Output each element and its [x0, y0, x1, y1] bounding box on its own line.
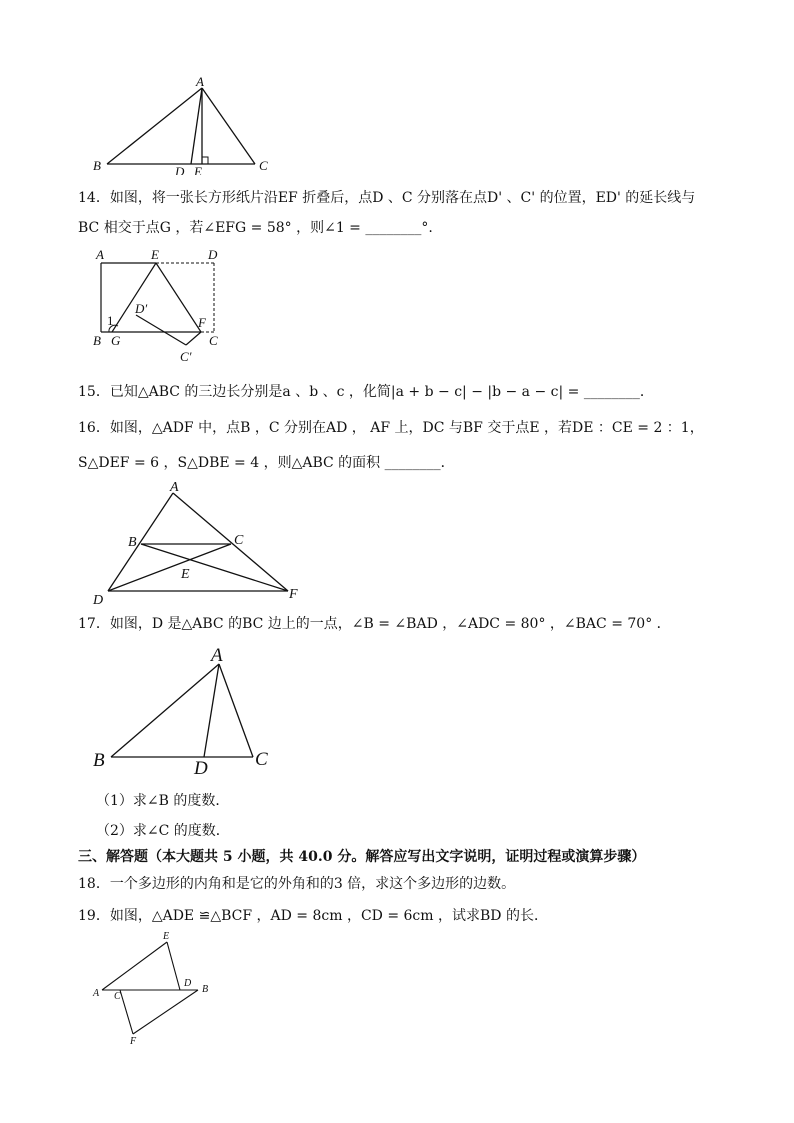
- figure-q14-folded-rectangle: [88, 245, 238, 365]
- figure-q16-triangle: [88, 478, 318, 608]
- q17-subquestion-2: （2）求∠C 的度数．: [96, 823, 230, 839]
- label-A: A: [196, 74, 204, 89]
- label-F: F: [289, 587, 298, 602]
- label-C: C: [234, 533, 244, 548]
- section-3-title: 三、解答题（本大题共 5 小题，共 40.0 分。解答应写出文字说明，证明过程或演算步骤）: [78, 849, 646, 865]
- q14-text-line1: 14．如图，将一张长方形纸片沿EF 折叠后，点D 、C 分别落在点D' 、C' 的位置，ED' 的延长线与: [78, 190, 696, 206]
- label-D-prime: D′: [135, 301, 148, 316]
- label-A: A: [96, 247, 104, 262]
- label-B: B: [93, 158, 101, 173]
- label-G: G: [111, 333, 121, 348]
- label-B: B: [202, 984, 209, 995]
- label-D: D: [208, 247, 218, 262]
- label-D: D: [194, 758, 208, 779]
- label-F: F: [130, 1036, 137, 1047]
- q16-text-line1: 16．如图，△ADF 中，点B ，C 分别在AD ， AF 上，DC 与BF 交于点E ，若DE ：CE = 2 ：1，: [78, 420, 704, 436]
- label-A: A: [93, 988, 100, 999]
- label-E: E: [163, 931, 170, 942]
- label-C: C: [209, 333, 218, 348]
- label-F: F: [198, 315, 206, 330]
- figure-q19-congruent-triangles: [88, 928, 228, 1048]
- label-C: C: [114, 991, 121, 1002]
- q15-text-line1: 15．已知△ABC 的三边长分别是a 、b 、c ，化简|a + b − c| − |b − a − c| = ________．: [78, 384, 654, 400]
- q17-text-line1: 17．如图，D 是△ABC 的BC 边上的一点，∠B = ∠BAD ，∠ADC = 80° ，∠BAC = 70° ．: [78, 616, 671, 632]
- label-D: D: [184, 978, 192, 989]
- q19-text-line1: 19．如图，△ADE ≌△BCF ，AD = 8cm ，CD = 6cm ，试求BD 的长．: [78, 908, 548, 924]
- label-E: E: [151, 247, 159, 262]
- label-C: C: [259, 158, 268, 173]
- label-E: E: [181, 567, 190, 582]
- label-C-prime: C′: [180, 349, 192, 364]
- q17-subquestion-1: （1）求∠B 的度数．: [96, 793, 230, 809]
- q14-text-line2: BC 相交于点G ，若∠EFG = 58° ，则∠1 = ________°.: [78, 220, 433, 236]
- label-D: D: [175, 164, 185, 175]
- label-C: C: [255, 749, 268, 770]
- label-angle-1: 1: [107, 313, 114, 328]
- label-B: B: [93, 333, 101, 348]
- figure-q17-triangle: [88, 640, 288, 780]
- label-B: B: [93, 750, 105, 771]
- label-B: B: [128, 535, 137, 550]
- q16-text-line2: S△DEF = 6 ，S△DBE = 4 ，则△ABC 的面积 ________．: [78, 455, 455, 471]
- label-A: A: [211, 645, 223, 666]
- figure-q13-triangle: [80, 70, 280, 175]
- label-E: E: [194, 164, 202, 175]
- q18-text-line1: 18．一个多边形的内角和是它的外角和的3 倍，求这个多边形的边数。: [78, 876, 516, 892]
- label-D: D: [93, 593, 104, 608]
- label-A: A: [170, 480, 179, 495]
